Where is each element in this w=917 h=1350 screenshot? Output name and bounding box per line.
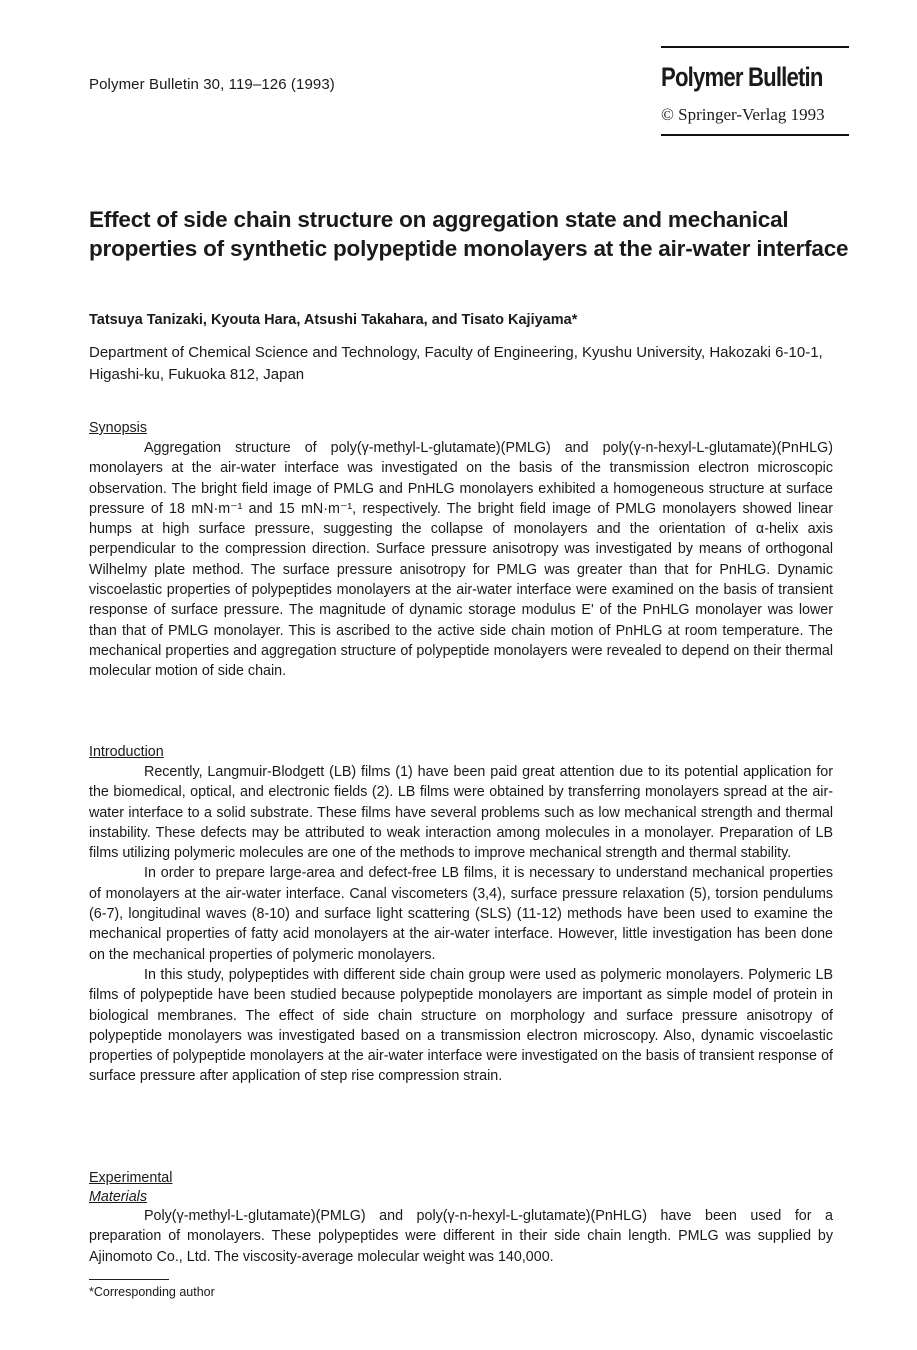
introduction-paragraph: Recently, Langmuir-Blodgett (LB) films (1) have been paid great attention due to its potential application for the biomedical, optical, and electronic fields (2). LB films were obtained by transferring monolayers spread at the air-water interface to a solid substrate. These films have several problems such as low mechanical strength and thermal instability. These defects may be attributed to weak interaction among molecules in a monolayer. Preparation of LB films utilizing polymeric molecules are one of the methods to improve mechanical strength and thermal stability.	[89, 764, 833, 862]
experimental-heading: Experimental	[89, 1170, 173, 1186]
materials-subheading: Materials	[89, 1189, 147, 1205]
copyright-notice: © Springer-Verlag 1993	[661, 105, 825, 124]
footnote-divider	[89, 1279, 169, 1280]
experimental-section	[89, 1168, 833, 1267]
introduction-section	[89, 742, 833, 1087]
synopsis-section	[89, 418, 833, 682]
synopsis-text: Aggregation structure of poly(γ-methyl-L-glutamate)(PMLG) and poly(γ-n-hexyl-L-glutamate)(PnHLG) monolayers at the air-water interface was investigated on the basis of the transmission electron microscopic observation. The bright field image of PMLG and PnHLG monolayers exhibited a homogeneous structure at surface pressure of 18 mN·m⁻¹ and 15 mN·m⁻¹, respectively. The bright field image of PMLG monolayers showed linear humps at high surface pressure, suggesting the collapse of monolayers and the orientation of α-helix axis perpendicular to the compression direction. Surface pressure anisotropy was investigated by means of orthogonal Wilhelmy plate method. The surface pressure anisotropy for PMLG was greater than that for PnHLG. Dynamic viscoelastic properties of polypeptides monolayers at the air-water interface were examined on the basis of transient response of surface pressure. The magnitude of dynamic storage modulus E' of the PnHLG monolayer was lower than that of PMLG monolayer. This is ascribed to the active side chain motion of PnHLG at room temperature. The mechanical properties and aggregation structure of polypeptide monolayers were revealed to depend on their thermal molecular motion of side chain.	[89, 440, 833, 680]
article-title: Effect of side chain structure on aggregation state and mechanical properties of synthetic polypeptide monolayers at the air-water interface	[89, 207, 849, 261]
affiliation: Department of Chemical Science and Technology, Faculty of Engineering, Kyushu University, Hakozaki 6-10-1, Higashi-ku, Fukuoka 812, Japan	[89, 344, 823, 383]
journal-brand	[661, 46, 849, 136]
introduction-paragraph: In this study, polypeptides with different side chain group were used as polymeric monolayers. Polymeric LB films of polypeptide have been studied because polypeptide monolayers are important as simple model of protein in biological membranes. The effect of side chain structure on morphology and surface pressure anisotropy of polypeptide monolayers was investigated based on a transmission electron microscopy. Also, dynamic viscoelastic properties of polypeptide monolayers at the air-water interface were investigated on the basis of transient response of surface pressure after application of step rise compression strain.	[89, 966, 833, 1085]
author-list: Tatsuya Tanizaki, Kyouta Hara, Atsushi Takahara, and Tisato Kajiyama*	[89, 312, 578, 328]
materials-text: Poly(γ-methyl-L-glutamate)(PMLG) and poly(γ-n-hexyl-L-glutamate)(PnHLG) have been used for a preparation of monolayers. These polypeptides were different in their side chain length. PMLG was supplied by Ajinomoto Co., Ltd. The viscosity-average molecular weight was 140,000.	[89, 1208, 833, 1265]
journal-title: Polymer Bulletin	[661, 62, 823, 92]
synopsis-heading: Synopsis	[89, 420, 148, 436]
introduction-heading: Introduction	[89, 744, 164, 760]
introduction-paragraph: In order to prepare large-area and defect-free LB films, it is necessary to understand mechanical properties of monolayers at the air-water interface. Canal viscometers (3,4), surface pressure relaxation (5), torsion pendulums (6-7), longitudinal waves (8-10) and surface light scattering (SLS) (11-12) methods have been used to examine the mechanical properties of fatty acid monolayers at the air-water interface. However, little investigation has been done on the mechanical properties of polymeric monolayers.	[89, 865, 833, 963]
corresponding-author-footnote: *Corresponding author	[89, 1285, 215, 1299]
running-head: Polymer Bulletin 30, 119–126 (1993)	[89, 76, 335, 93]
